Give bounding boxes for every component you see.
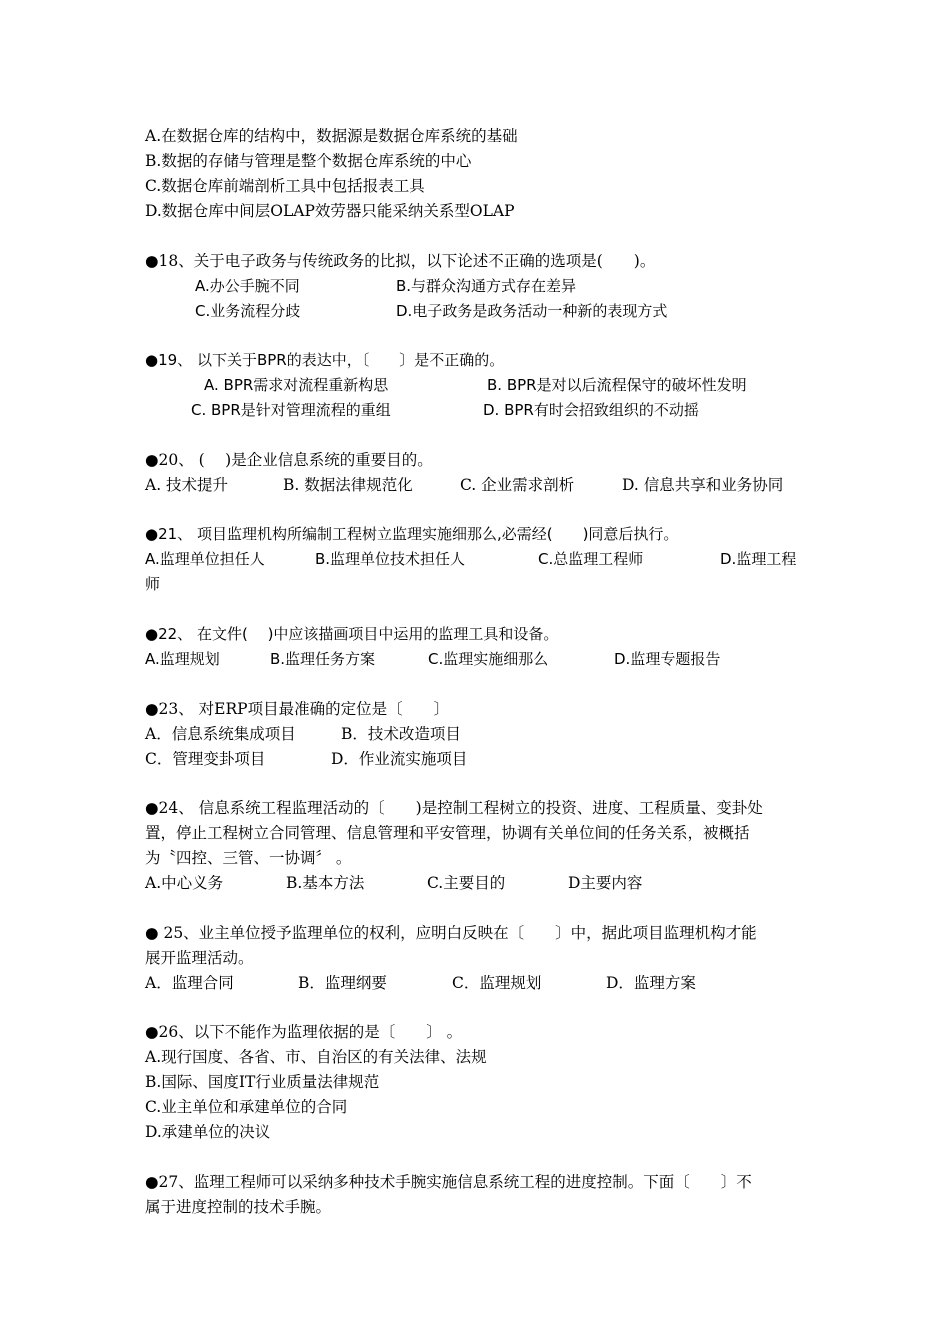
q18-stem: ●18、关于电子政务与传统政务的比拟，以下论述不正确的选项是( )。	[145, 252, 656, 270]
q20-option-c: C. 企业需求剖析	[460, 476, 575, 494]
q17-option-c: C.数据仓库前端剖析工具中包括报表工具	[145, 177, 425, 195]
q25-option-b: B．监理纲要	[298, 974, 387, 992]
q21-option-d: D.监理工程	[720, 550, 797, 568]
q21-option-a: A.监理单位担任人	[145, 550, 265, 568]
q20-option-d: D. 信息共享和业务协同	[622, 476, 784, 494]
q17-option-d: D.数据仓库中间层OLAP效劳器只能采纳关系型OLAP	[145, 202, 515, 220]
q24-option-b: B.基本方法	[286, 874, 365, 892]
q25-stem-line-2: 展开监理活动。	[145, 949, 254, 967]
q22-option-a: A.监理规划	[145, 650, 220, 668]
q19-option-c: C. BPR是针对管理流程的重组	[191, 401, 391, 419]
q23-option-a: A．信息系统集成项目	[145, 725, 296, 743]
q18-option-b: B.与群众沟通方式存在差异	[396, 277, 577, 295]
q24-option-d: D主要内容	[568, 874, 643, 892]
q21-option-d-wrap: 师	[145, 575, 161, 593]
q24-option-a: A.中心义务	[145, 874, 224, 892]
q19-option-b: B. BPR是对以后流程保守的破坏性发明	[487, 376, 747, 394]
q17-option-a: A.在数据仓库的结构中，数据源是数据仓库系统的基础	[145, 127, 518, 145]
q24-stem-line-1: ●24、 信息系统工程监理活动的〔 )是控制工程树立的投资、进度、工程质量、变卦处	[145, 799, 763, 817]
q22-option-b: B.监理任务方案	[270, 650, 376, 668]
q20-stem: ●20、 ( )是企业信息系统的重要目的。	[145, 451, 433, 469]
q26-stem: ●26、以下不能作为监理依据的是〔 〕 。	[145, 1023, 463, 1041]
q26-option-c: C.业主单位和承建单位的合同	[145, 1098, 348, 1116]
q27-stem-line-2: 属于进度控制的技术手腕。	[145, 1198, 332, 1216]
q17-option-b: B.数据的存储与管理是整个数据仓库系统的中心	[145, 152, 472, 170]
q25-stem-line-1: ● 25、业主单位授予监理单位的权利，应明白反映在〔 〕中，据此项目监理机构才能	[145, 924, 757, 942]
q18-option-d: D.电子政务是政务活动一种新的表现方式	[396, 302, 668, 320]
q20-option-a: A. 技术提升	[145, 476, 229, 494]
q25-option-d: D．监理方案	[606, 974, 696, 992]
q24-option-c: C.主要目的	[427, 874, 506, 892]
q19-option-a: A. BPR需求对流程重新构思	[204, 376, 389, 394]
q26-option-a: A.现行国度、各省、市、自治区的有关法律、法规	[145, 1048, 487, 1066]
q26-option-b: B.国际、国度IT行业质量法律规范	[145, 1073, 380, 1091]
q20-option-b: B. 数据法律规范化	[283, 476, 413, 494]
q23-option-b: B．技术改造项目	[341, 725, 461, 743]
q23-stem: ●23、 对ERP项目最准确的定位是〔 〕	[145, 700, 450, 718]
q23-option-d: D．作业流实施项目	[331, 750, 468, 768]
q19-option-d: D. BPR有时会招致组织的不动摇	[483, 401, 699, 419]
q27-stem-line-1: ●27、监理工程师可以采纳多种技术手腕实施信息系统工程的进度控制。下面〔 〕不	[145, 1173, 752, 1191]
q26-option-d: D.承建单位的决议	[145, 1123, 271, 1141]
q21-stem: ●21、 项目监理机构所编制工程树立监理实施细那么,必需经( )同意后执行。	[145, 525, 679, 543]
q22-option-d: D.监理专题报告	[614, 650, 721, 668]
q25-option-a: A．监理合同	[145, 974, 234, 992]
q21-option-c: C.总监理工程师	[538, 550, 644, 568]
q24-stem-line-3: 为〝四控、三管、一协调〞 。	[145, 849, 352, 867]
q25-option-c: C．监理规划	[452, 974, 542, 992]
q23-option-c: C．管理变卦项目	[145, 750, 266, 768]
q22-stem: ●22、 在文件( )中应该描画项目中运用的监理工具和设备。	[145, 625, 559, 643]
q22-option-c: C.监理实施细那么	[428, 650, 549, 668]
q18-option-a: A.办公手腕不同	[195, 277, 300, 295]
q18-option-c: C.业务流程分歧	[195, 302, 301, 320]
q24-stem-line-2: 置，停止工程树立合同管理、信息管理和平安管理，协调有关单位间的任务关系，被概括	[145, 824, 750, 842]
q19-stem: ●19、 以下关于BPR的表达中，〔 〕是不正确的。	[145, 351, 505, 369]
q21-option-b: B.监理单位技术担任人	[315, 550, 466, 568]
